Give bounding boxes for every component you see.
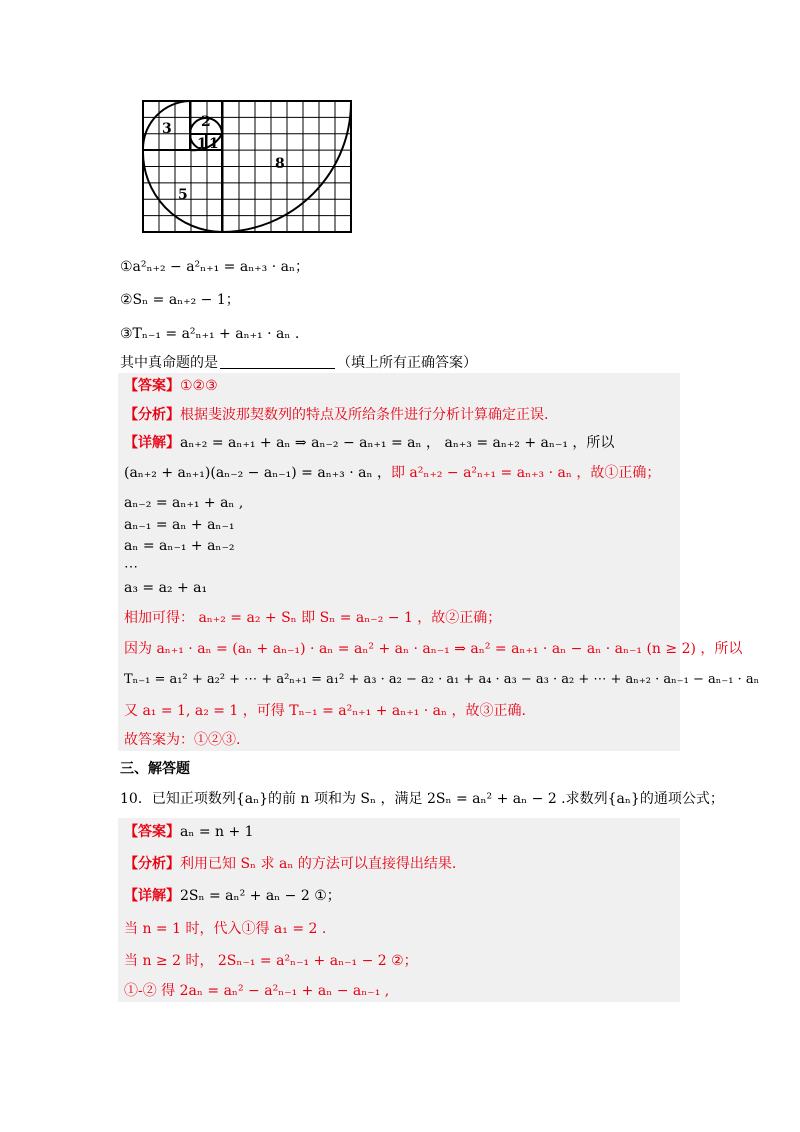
statement-3: ③Tₙ₋₁ = a²ₙ₊₁ + aₙ₊₁ · aₙ . (120, 326, 300, 342)
t-sum-line: Tₙ₋₁ = a₁² + a₂² + ⋯ + a²ₙ₊₁ = a₁² + a₃ · a₂ − a₂ · a₁ + a₄ · a₃ − a₃ · a₂ + ⋯ + aₙ₊₂ · aₙ₋₁ − aₙ₋₁ · aₙ (124, 672, 760, 687)
q10-answer-line (124, 822, 254, 842)
section-title: 三、解答题 (120, 761, 190, 777)
q9-analysis-line (124, 405, 548, 425)
eq-line-4: a₃ = a₂ + a₁ (124, 580, 208, 596)
final-answer-line: 故答案为：①②③. (124, 732, 241, 748)
detail-eq-2b: 即 a²ₙ₊₂ − a²ₙ₊₁ = aₙ₊₃ · aₙ ，故①正确； (390, 465, 661, 481)
q10-line-4: ①-② 得 2aₙ = aₙ² − a²ₙ₋₁ + aₙ − aₙ₋₁ , (124, 983, 390, 999)
also-line: 又 a₁ = 1, a₂ = 1 ，可得 Tₙ₋₁ = a²ₙ₊₁ + aₙ₊₁ · aₙ ，故③正确. (124, 703, 526, 719)
question-prompt-hint: （填上所有正确答案） (337, 355, 477, 371)
answer-blank (220, 354, 335, 369)
sum-line: 相加可得： aₙ₊₂ = a₂ + Sₙ 即 Sₙ = aₙ₋₂ − 1 ，故②正确； (124, 610, 502, 626)
question-10: 10．已知正项数列{aₙ}的前 n 项和为 Sₙ ，满足 2Sₙ = aₙ² + aₙ − 2 .求数列{aₙ}的通项公式； (120, 791, 724, 807)
analysis-text: 根据斐波那契数列的特点及所给条件进行分析计算确定正误. (180, 407, 549, 423)
q10-line-3: 当 n ≥ 2 时， 2Sₙ₋₁ = a²ₙ₋₁ + aₙ₋₁ − 2 ②； (124, 953, 418, 969)
square-label-1b: 1 (209, 136, 219, 152)
q10-detail-line-1 (124, 886, 341, 906)
q9-detail-line-1 (124, 433, 614, 453)
detail-eq-1: aₙ₊₂ = aₙ₊₁ + aₙ ⇒ aₙ₋₂ − aₙ₊₁ = aₙ ， aₙ₊₃ = aₙ₊₂ + aₙ₋₁ ，所以 (180, 435, 615, 451)
statement-2: ②Sₙ = aₙ₊₂ − 1； (120, 292, 240, 308)
q10-analysis-tag: 【分析】 (124, 856, 180, 872)
detail-tag: 【详解】 (124, 435, 180, 451)
square-label-2: 2 (201, 114, 211, 130)
statement-1: ①a²ₙ₊₂ − a²ₙ₊₁ = aₙ₊₃ · aₙ； (120, 259, 310, 275)
q9-solution-box (118, 373, 760, 751)
answer-value: ①②③ (180, 378, 218, 394)
analysis-tag: 【分析】 (124, 407, 180, 423)
eq-line-2: aₙ₋₁ = aₙ + aₙ₋₁ (124, 517, 235, 533)
fibonacci-spiral-svg (142, 100, 352, 233)
question-prompt (120, 352, 477, 372)
question-prompt-text: 其中真命题的是 (120, 355, 218, 371)
square-label-5: 5 (178, 187, 188, 203)
square-label-3: 3 (162, 121, 172, 137)
q10-answer-value: aₙ = n + 1 (180, 824, 254, 840)
q10-detail-eq-1: 2Sₙ = aₙ² + aₙ − 2 ①； (180, 888, 341, 904)
q9-detail-line-2 (124, 463, 660, 483)
fibonacci-spiral-figure (142, 100, 352, 233)
answer-tag: 【答案】 (124, 378, 180, 394)
square-label-1a: 1 (197, 136, 207, 152)
square-label-8: 8 (275, 156, 285, 172)
q10-line-2: 当 n = 1 时，代入①得 a₁ = 2 . (124, 921, 327, 937)
eq-line-1: aₙ₋₂ = aₙ₊₁ + aₙ , (124, 495, 244, 511)
eq-line-dots: ⋯ (124, 559, 138, 575)
q10-answer-tag: 【答案】 (124, 824, 180, 840)
because-line: 因为 aₙ₊₁ · aₙ = (aₙ + aₙ₋₁) · aₙ = aₙ² + aₙ · aₙ₋₁ ⇒ aₙ² = aₙ₊₁ · aₙ − aₙ · aₙ₋₁ (n ≥ 2) ，所以 (124, 641, 743, 657)
q10-analysis-text: 利用已知 Sₙ 求 aₙ 的方法可以直接得出结果. (180, 856, 457, 872)
eq-line-3: aₙ = aₙ₋₁ + aₙ₋₂ (124, 538, 235, 554)
q9-answer-line (124, 376, 218, 396)
detail-eq-2a: (aₙ₊₂ + aₙ₊₁)(aₙ₋₂ − aₙ₋₁) = aₙ₊₃ · aₙ ， (124, 465, 391, 481)
q10-detail-tag: 【详解】 (124, 888, 180, 904)
q10-solution-box (118, 818, 680, 1002)
q10-analysis-line (124, 854, 456, 874)
